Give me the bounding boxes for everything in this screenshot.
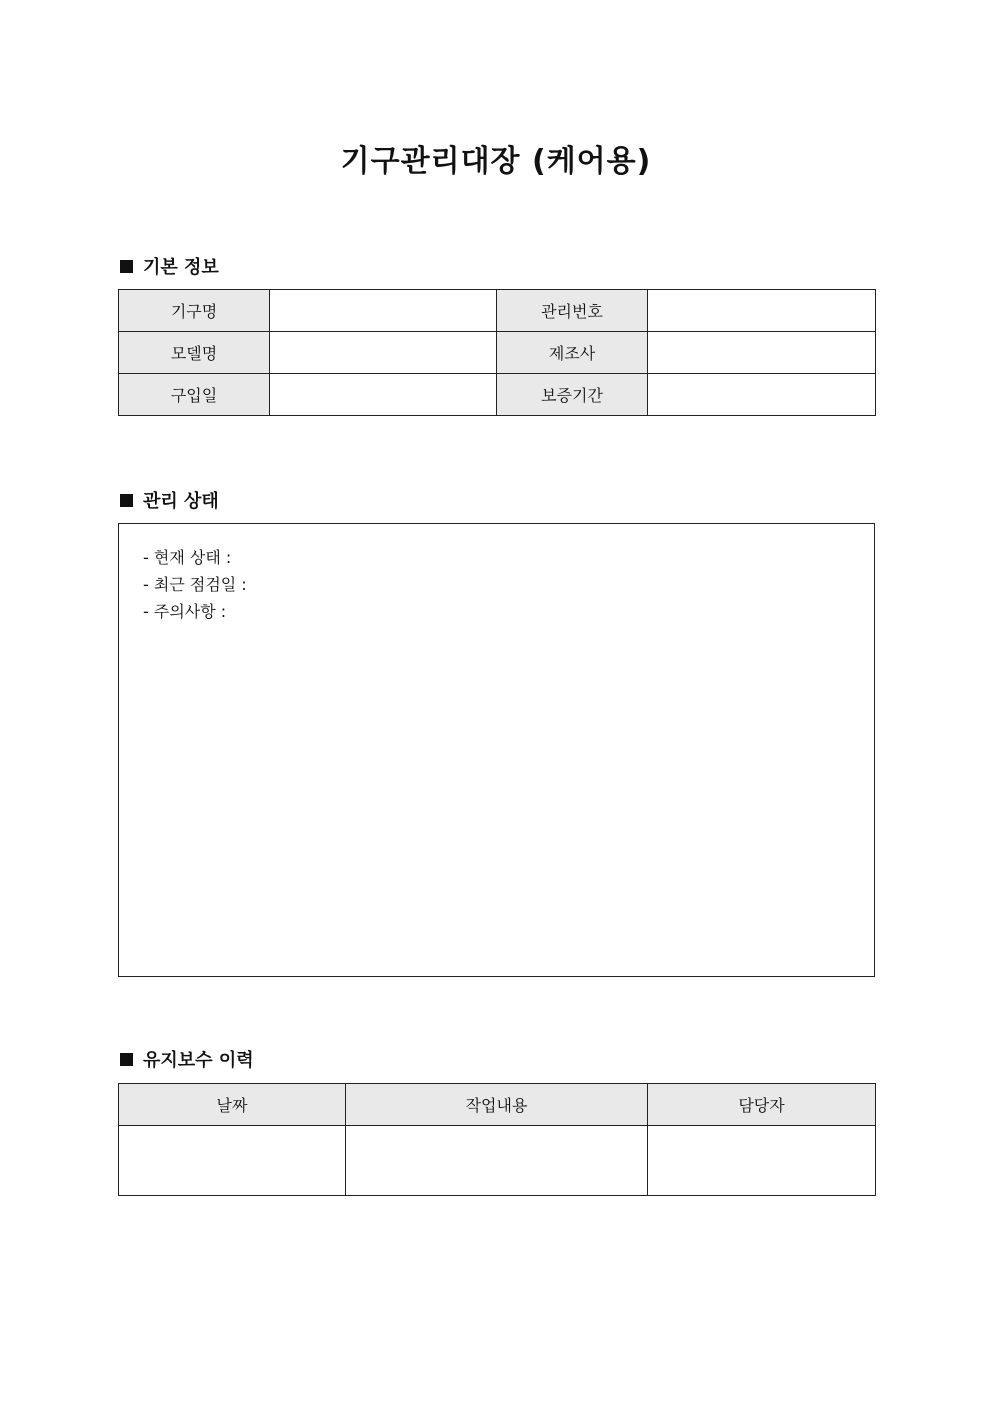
field-equipment-name[interactable]	[270, 290, 497, 332]
field-purchase-date[interactable]	[270, 374, 497, 416]
table-row	[119, 1126, 876, 1196]
status-precautions: - 주의사항 :	[143, 602, 227, 621]
column-header-date: 날짜	[119, 1084, 346, 1126]
status-list	[119, 524, 874, 625]
table-row	[119, 332, 876, 374]
black-square-icon	[120, 260, 133, 273]
status-current: - 현재 상태 :	[143, 548, 232, 567]
field-management-number[interactable]	[648, 290, 876, 332]
section-title: 유지보수 이력	[143, 1050, 254, 1071]
label-warranty-period: 보증기간	[497, 374, 648, 416]
label-equipment-name: 기구명	[119, 290, 270, 332]
label-management-number: 관리번호	[497, 290, 648, 332]
field-date[interactable]	[119, 1126, 346, 1196]
field-warranty-period[interactable]	[648, 374, 876, 416]
column-header-person: 담당자	[648, 1084, 876, 1126]
label-purchase-date: 구입일	[119, 374, 270, 416]
field-model-name[interactable]	[270, 332, 497, 374]
section-heading-status	[120, 487, 219, 513]
section-title: 기본 정보	[143, 257, 219, 278]
section-heading-basic-info	[120, 253, 219, 279]
label-manufacturer: 제조사	[497, 332, 648, 374]
column-header-work: 작업내용	[346, 1084, 648, 1126]
black-square-icon	[120, 494, 133, 507]
status-last-inspection: - 최근 점검일 :	[143, 575, 247, 594]
black-square-icon	[120, 1053, 133, 1066]
section-title: 관리 상태	[143, 491, 219, 512]
field-person[interactable]	[648, 1126, 876, 1196]
page-title: 기구관리대장 (케어용)	[340, 144, 652, 179]
field-manufacturer[interactable]	[648, 332, 876, 374]
label-model-name: 모델명	[119, 332, 270, 374]
field-work[interactable]	[346, 1126, 648, 1196]
table-header-row	[119, 1084, 876, 1126]
status-box[interactable]	[118, 523, 875, 977]
section-heading-history	[120, 1046, 254, 1072]
basic-info-table	[118, 289, 876, 416]
table-row	[119, 374, 876, 416]
table-row	[119, 290, 876, 332]
maintenance-history-table	[118, 1083, 876, 1196]
